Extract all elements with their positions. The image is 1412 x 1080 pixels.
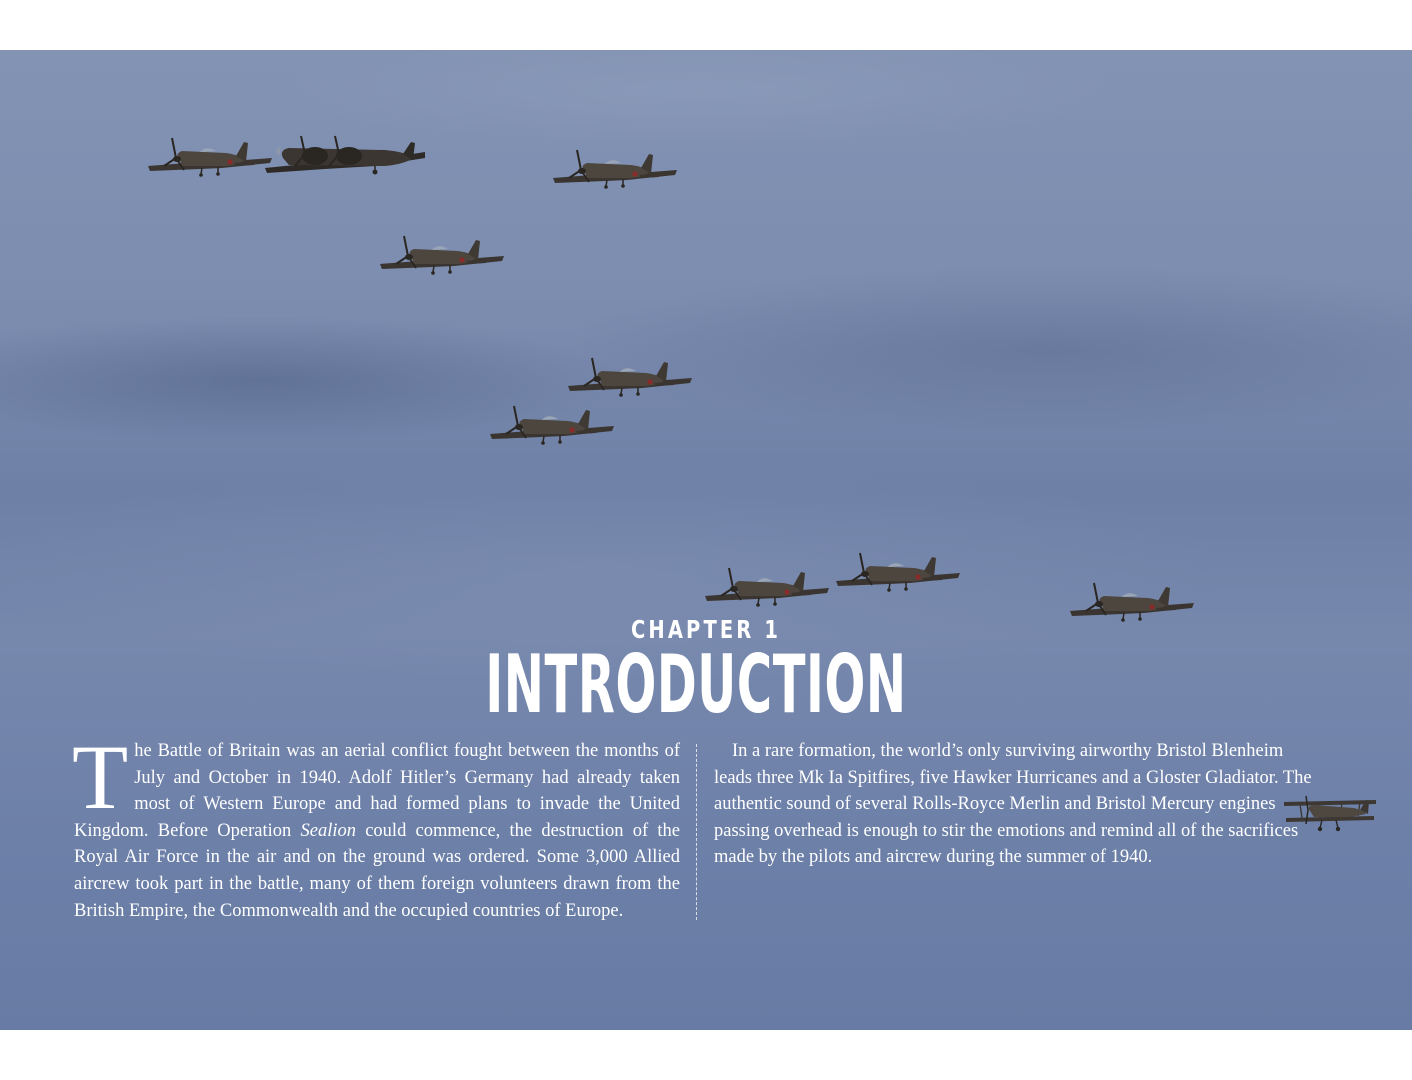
drop-cap: T [72, 726, 129, 828]
chapter-label: CHAPTER 1 [630, 615, 782, 644]
fighter-aircraft [380, 236, 504, 275]
right-column-text [714, 738, 1322, 871]
bomber-aircraft [265, 136, 425, 175]
caption-text: In a rare formation, the world’s only surviving airworthy Bristol Blenheim leads three Mk Ia Spitfires, five Hawker Hurricanes and a Gloster Gladiator. The authentic sound of several Rolls-Royce Merlin and Bristol Mercury engines passing overhead is enough to stir the emotions and remind all of the sacrifices made by the pilots and aircrew during the summer of 1940. [714, 741, 1312, 868]
fighter-aircraft [148, 138, 272, 177]
operation-name: Sealion [300, 820, 356, 841]
body-text-part1: he Battle of Britain was an aerial conflict fought between the months of July and October in 1940. Adolf Hitler’s Germany had already taken most of Western Europe and had formed plans to invade the United Kingdom. Before Operation [74, 741, 680, 841]
column-divider [696, 744, 697, 920]
body-text-part2: could commence, the destruction of the Royal Air Force in the air and on the ground was ordered. Some 3,000 Allied aircrew took part in the battle, many of them foreign volunteers drawn from the British Empire, the Commonwealth and the occupied countries of Europe. [74, 820, 680, 921]
fighter-aircraft [553, 150, 677, 189]
fighter-aircraft [705, 568, 829, 607]
chapter-title: INTRODUCTION [485, 638, 907, 731]
fighter-aircraft [568, 358, 692, 397]
photo-spread [0, 50, 1412, 1030]
left-column-text [72, 726, 680, 924]
fighter-aircraft [490, 406, 614, 445]
fighter-aircraft [836, 553, 960, 592]
